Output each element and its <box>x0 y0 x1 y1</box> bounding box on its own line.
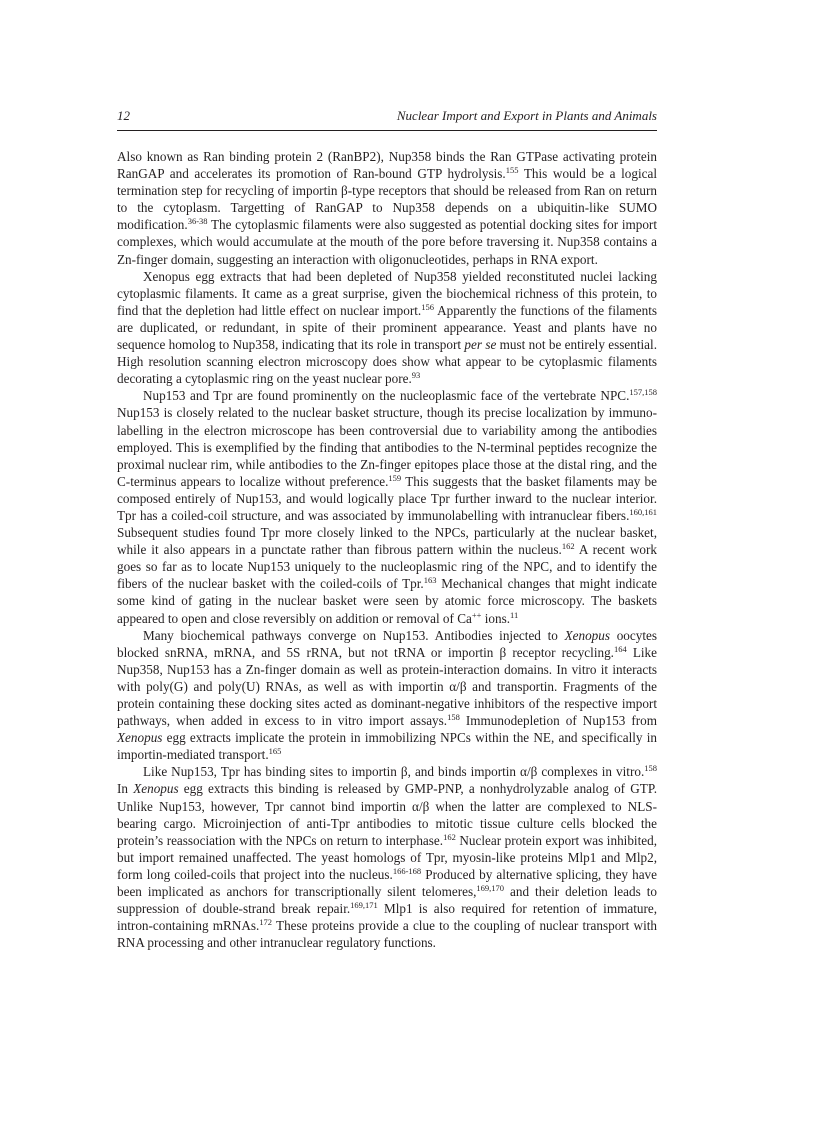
italic-text: Xenopus <box>117 730 163 746</box>
paragraph-3 <box>117 387 657 626</box>
citation-ref: 36-38 <box>187 216 208 227</box>
citation-ref: 93 <box>411 370 421 381</box>
paragraph-1 <box>117 148 657 268</box>
running-title: Nuclear Import and Export in Plants and Animals <box>396 108 657 123</box>
citation-ref: 158 <box>447 712 460 723</box>
text-run: A recent work goes so far as to locate Nup153 uniquely to the nucleoplasmic ring of the NPC, and to identify the fibers of the nuclear basket with the coiled-coils of Tpr. <box>117 542 657 592</box>
citation-ref: 158 <box>644 763 657 774</box>
citation-ref: 169,171 <box>350 900 378 911</box>
paragraph-2 <box>117 268 657 388</box>
italic-text: Xenopus <box>564 627 610 643</box>
citation-ref: 172 <box>259 917 273 928</box>
text-run: Mlp1 is also required for retention of immature, intron-containing mRNAs. <box>117 901 657 934</box>
text-run: oocytes blocked snRNA, mRNA, and 5S rRNA, but not tRNA or importin β receptor recycling. <box>117 627 657 660</box>
citation-ref: 11 <box>510 609 519 620</box>
citation-ref: 169,170 <box>476 883 505 894</box>
citation-ref: 165 <box>268 746 282 757</box>
text-run: Nup153 and Tpr are found prominently on the nucleoplasmic face of the vertebrate NPC. <box>143 388 630 404</box>
text-run: Apparently the functions of the filaments are duplicated, or redundant, in spite of their prominent appearance. Yeast and plants have no sequence homolog to Nup358, indicating that its role in transport <box>117 302 657 353</box>
paragraph-4 <box>117 627 657 764</box>
text-run: Produced by alternative splicing, they have been implicated as anchors for transcriptionally silent telomeres, <box>117 866 658 900</box>
paragraph-5 <box>117 763 657 951</box>
citation-ref: 163 <box>423 575 437 586</box>
text-run: must not be entirely essential. High resolution scanning electron microscopy does show what appear to be cytoplasmic filaments decorating a cytoplasmic ring on the yeast nuclear pore. <box>117 337 657 387</box>
italic-text: per se <box>464 337 497 353</box>
citation-ref: 164 <box>613 643 627 654</box>
text-run: Nuclear protein export was inhibited, but import remained unaffected. The yeast homologs of Tpr, myosin-like proteins Mlp1 and Mlp2, form long coiled-coils that project into the nucleus. <box>117 832 657 882</box>
citation-ref: 159 <box>388 472 402 483</box>
citation-ref: 162 <box>443 831 456 842</box>
text-run: egg extracts implicate the protein in immobilizing NPCs within the NE, and specifically in importin-mediated transport. <box>117 730 657 763</box>
text-run: These proteins provide a clue to the coupling of nuclear transport with RNA processing and other intranuclear regulatory functions. <box>117 918 657 951</box>
text-run: Like Nup153, Tpr has binding sites to importin β, and binds importin α/β complexes in vitro. <box>143 764 645 780</box>
running-header <box>117 108 657 128</box>
italic-text: Xenopus <box>133 781 179 797</box>
text-run: Subsequent studies found Tpr more closely linked to the NPCs, particularly at the nuclear basket, while it also appears in a punctate rather than fibrous pattern within the nucleus. <box>117 525 657 558</box>
text-run: In <box>117 781 134 797</box>
text-run: and their deletion leads to suppression of double-strand break repair. <box>117 884 657 917</box>
citation-ref: 155 <box>505 165 519 176</box>
page-number: 12 <box>117 108 130 123</box>
body-text <box>117 148 657 951</box>
citation-ref: 162 <box>561 541 575 552</box>
text-run: Nup153 is closely related to the nuclear basket structure, though its precise localization by immuno-labelling in the electron microscope has been controversial due to variability among the antibodies employed. This is exemplified by the finding that antibodies to the N-terminal peptides recognize the proximal nuclear rim, while antibodies to the Zn-finger epitopes place those at the distal ring, and the C-terminus appears to localize without preference. <box>117 405 657 489</box>
citation-ref: 160,161 <box>629 506 657 517</box>
text-run: Mechanical changes that might indicate some kind of gating in the nuclear basket were seen by atomic force microscopy. The baskets appeared to open and close reversibly on addition or removal of Ca <box>117 576 657 626</box>
header-rule <box>117 130 657 131</box>
text-run: ions. <box>481 610 511 626</box>
text-run: Like Nup358, Nup153 has a Zn-finger domain as well as protein-interaction domains. In vitro it interacts with poly(G) and poly(U) RNAs, as well as with importin α/β and transportin. Fragments of the protein containing these docking sites acted as dominant-negative inhibitors of the respective import pathways, when added in excess to in vitro import assays. <box>117 644 657 729</box>
text-run: Xenopus egg extracts that had been depleted of Nup358 yielded reconstituted nuclei lacking cytoplasmic filaments. It came as a great surprise, given the biochemical richness of this protein, to find that the depletion had little effect on nuclear import. <box>117 268 657 318</box>
citation-ref: ++ <box>471 609 482 620</box>
citation-ref: 166-168 <box>392 865 422 876</box>
text-run: Many biochemical pathways converge on Nup153. Antibodies injected to <box>143 627 565 643</box>
text-run: This would be a logical termination step for recycling of importin β-type receptors that should be released from Ran on return to the cytoplasm. Targetting of RanGAP to Nup358 depends on a ubiquitin-like SUMO modification. <box>117 166 657 233</box>
text-run: egg extracts this binding is released by GMP-PNP, a nonhydrolyzable analog of GTP. Unlike Nup153, however, Tpr cannot bind importin α/β when the latter are complexed to NLS-bearing cargo. Microinjection of anti-Tpr antibodies to mitotic tissue culture cells blocked the protein’s reassociation with the NPCs on return to interphase. <box>117 781 657 848</box>
citation-ref: 157,158 <box>629 387 657 398</box>
text-run: Immunodepletion of Nup153 from <box>459 713 657 729</box>
citation-ref: 156 <box>421 301 434 312</box>
text-run: This suggests that the basket filaments may be composed entirely of Nup153, and would logically place Tpr further inward to the nuclear interior. Tpr has a coiled-coil structure, and was associated by immunolabelling with intranuclear fibers. <box>117 473 657 523</box>
text-run: Also known as Ran binding protein 2 (RanBP2), Nup358 binds the Ran GTPase activating protein RanGAP and accelerates its promotion of Ran-bound GTP hydrolysis. <box>117 149 657 182</box>
text-run: The cytoplasmic filaments were also suggested as potential docking sites for import complexes, which would accumulate at the mouth of the pore before traversing it. Nup358 contains a Zn-finger domain, suggesting an interaction with oligonucleotides, perhaps in RNA export. <box>117 217 657 267</box>
